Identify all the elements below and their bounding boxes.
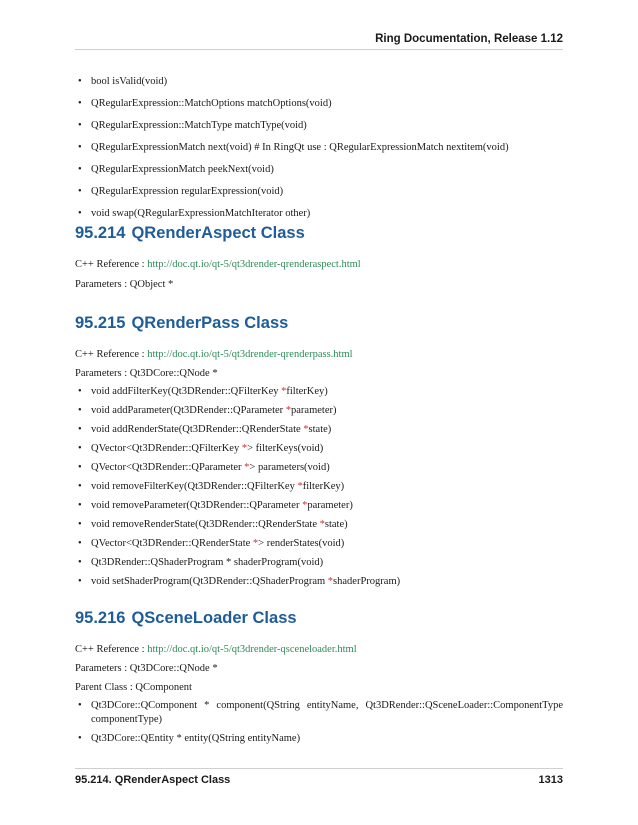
- list-item: • void addFilterKey(Qt3DRender::QFilterKey *filterKey): [78, 386, 328, 397]
- page-number: 1313: [538, 774, 563, 786]
- page-footer: [75, 768, 563, 786]
- list-item: • void addParameter(Qt3DRender::QParameter *parameter): [78, 405, 337, 416]
- cpp-reference: C++ Reference : http://doc.qt.io/qt-5/qt3drender-qrenderaspect.html: [75, 259, 361, 270]
- list-item: • bool isValid(void): [78, 76, 168, 87]
- section-heading-qrenderpass: 95.215 QRenderPass Class: [75, 314, 289, 332]
- list-item: • void removeRenderState(Qt3DRender::QRenderState *state): [78, 519, 348, 530]
- cpp-reference: C++ Reference : http://doc.qt.io/qt-5/qt3drender-qrenderpass.html: [75, 349, 353, 360]
- list-item: • QVector<Qt3DRender::QFilterKey *> filterKeys(void): [78, 443, 324, 454]
- footer-section-title: 95.214. QRenderAspect Class: [75, 774, 231, 786]
- list-item: • Qt3DRender::QShaderProgram * shaderProgram(void): [78, 557, 324, 568]
- list-item: • QVector<Qt3DRender::QParameter *> parameters(void): [78, 462, 330, 473]
- list-item: • void addRenderState(Qt3DRender::QRenderState *state): [78, 424, 332, 435]
- list-item: • QRegularExpression::MatchType matchType(void): [78, 120, 307, 131]
- parameters-text: Parameters : QObject *: [75, 279, 174, 290]
- list-item: • QVector<Qt3DRender::QRenderState *> renderStates(void): [78, 538, 345, 549]
- cpp-reference: C++ Reference : http://doc.qt.io/qt-5/qt3drender-qsceneloader.html: [75, 644, 357, 655]
- list-item: • Qt3DCore::QEntity * entity(QString entityName): [78, 733, 301, 744]
- list-item: • QRegularExpression::MatchOptions matchOptions(void): [78, 98, 332, 109]
- list-item: • void removeParameter(Qt3DRender::QParameter *parameter): [78, 500, 353, 511]
- parameters-text: Parameters : Qt3DCore::QNode *: [75, 368, 218, 379]
- cpp-reference-link[interactable]: http://doc.qt.io/qt-5/qt3drender-qrenderaspect.html: [147, 259, 361, 270]
- list-item: • void swap(QRegularExpressionMatchIterator other): [78, 208, 311, 219]
- page-header: [75, 0, 563, 50]
- parameters-text: Parameters : Qt3DCore::QNode *: [75, 663, 218, 674]
- cpp-reference-link[interactable]: http://doc.qt.io/qt-5/qt3drender-qsceneloader.html: [147, 644, 357, 655]
- section-heading-qsceneloader: 95.216 QSceneLoader Class: [75, 609, 297, 627]
- list-item: • Qt3DCore::QComponent * component(QString entityName, Qt3DRender::QSceneLoader::ComponentType componentType): [78, 700, 563, 725]
- document-title: Ring Documentation, Release 1.12: [375, 33, 563, 45]
- list-item: • QRegularExpressionMatch peekNext(void): [78, 164, 274, 175]
- cpp-reference-link[interactable]: http://doc.qt.io/qt-5/qt3drender-qrenderpass.html: [147, 349, 353, 360]
- list-item: • QRegularExpression regularExpression(void): [78, 186, 284, 197]
- parent-class-text: Parent Class : QComponent: [75, 682, 192, 693]
- list-item: • QRegularExpressionMatch next(void) # In RingQt use : QRegularExpressionMatch nextitem(void): [78, 142, 509, 153]
- list-item: • void setShaderProgram(Qt3DRender::QShaderProgram *shaderProgram): [78, 576, 401, 587]
- list-item: • void removeFilterKey(Qt3DRender::QFilterKey *filterKey): [78, 481, 345, 492]
- section-heading-qrenderaspect: 95.214 QRenderAspect Class: [75, 224, 305, 242]
